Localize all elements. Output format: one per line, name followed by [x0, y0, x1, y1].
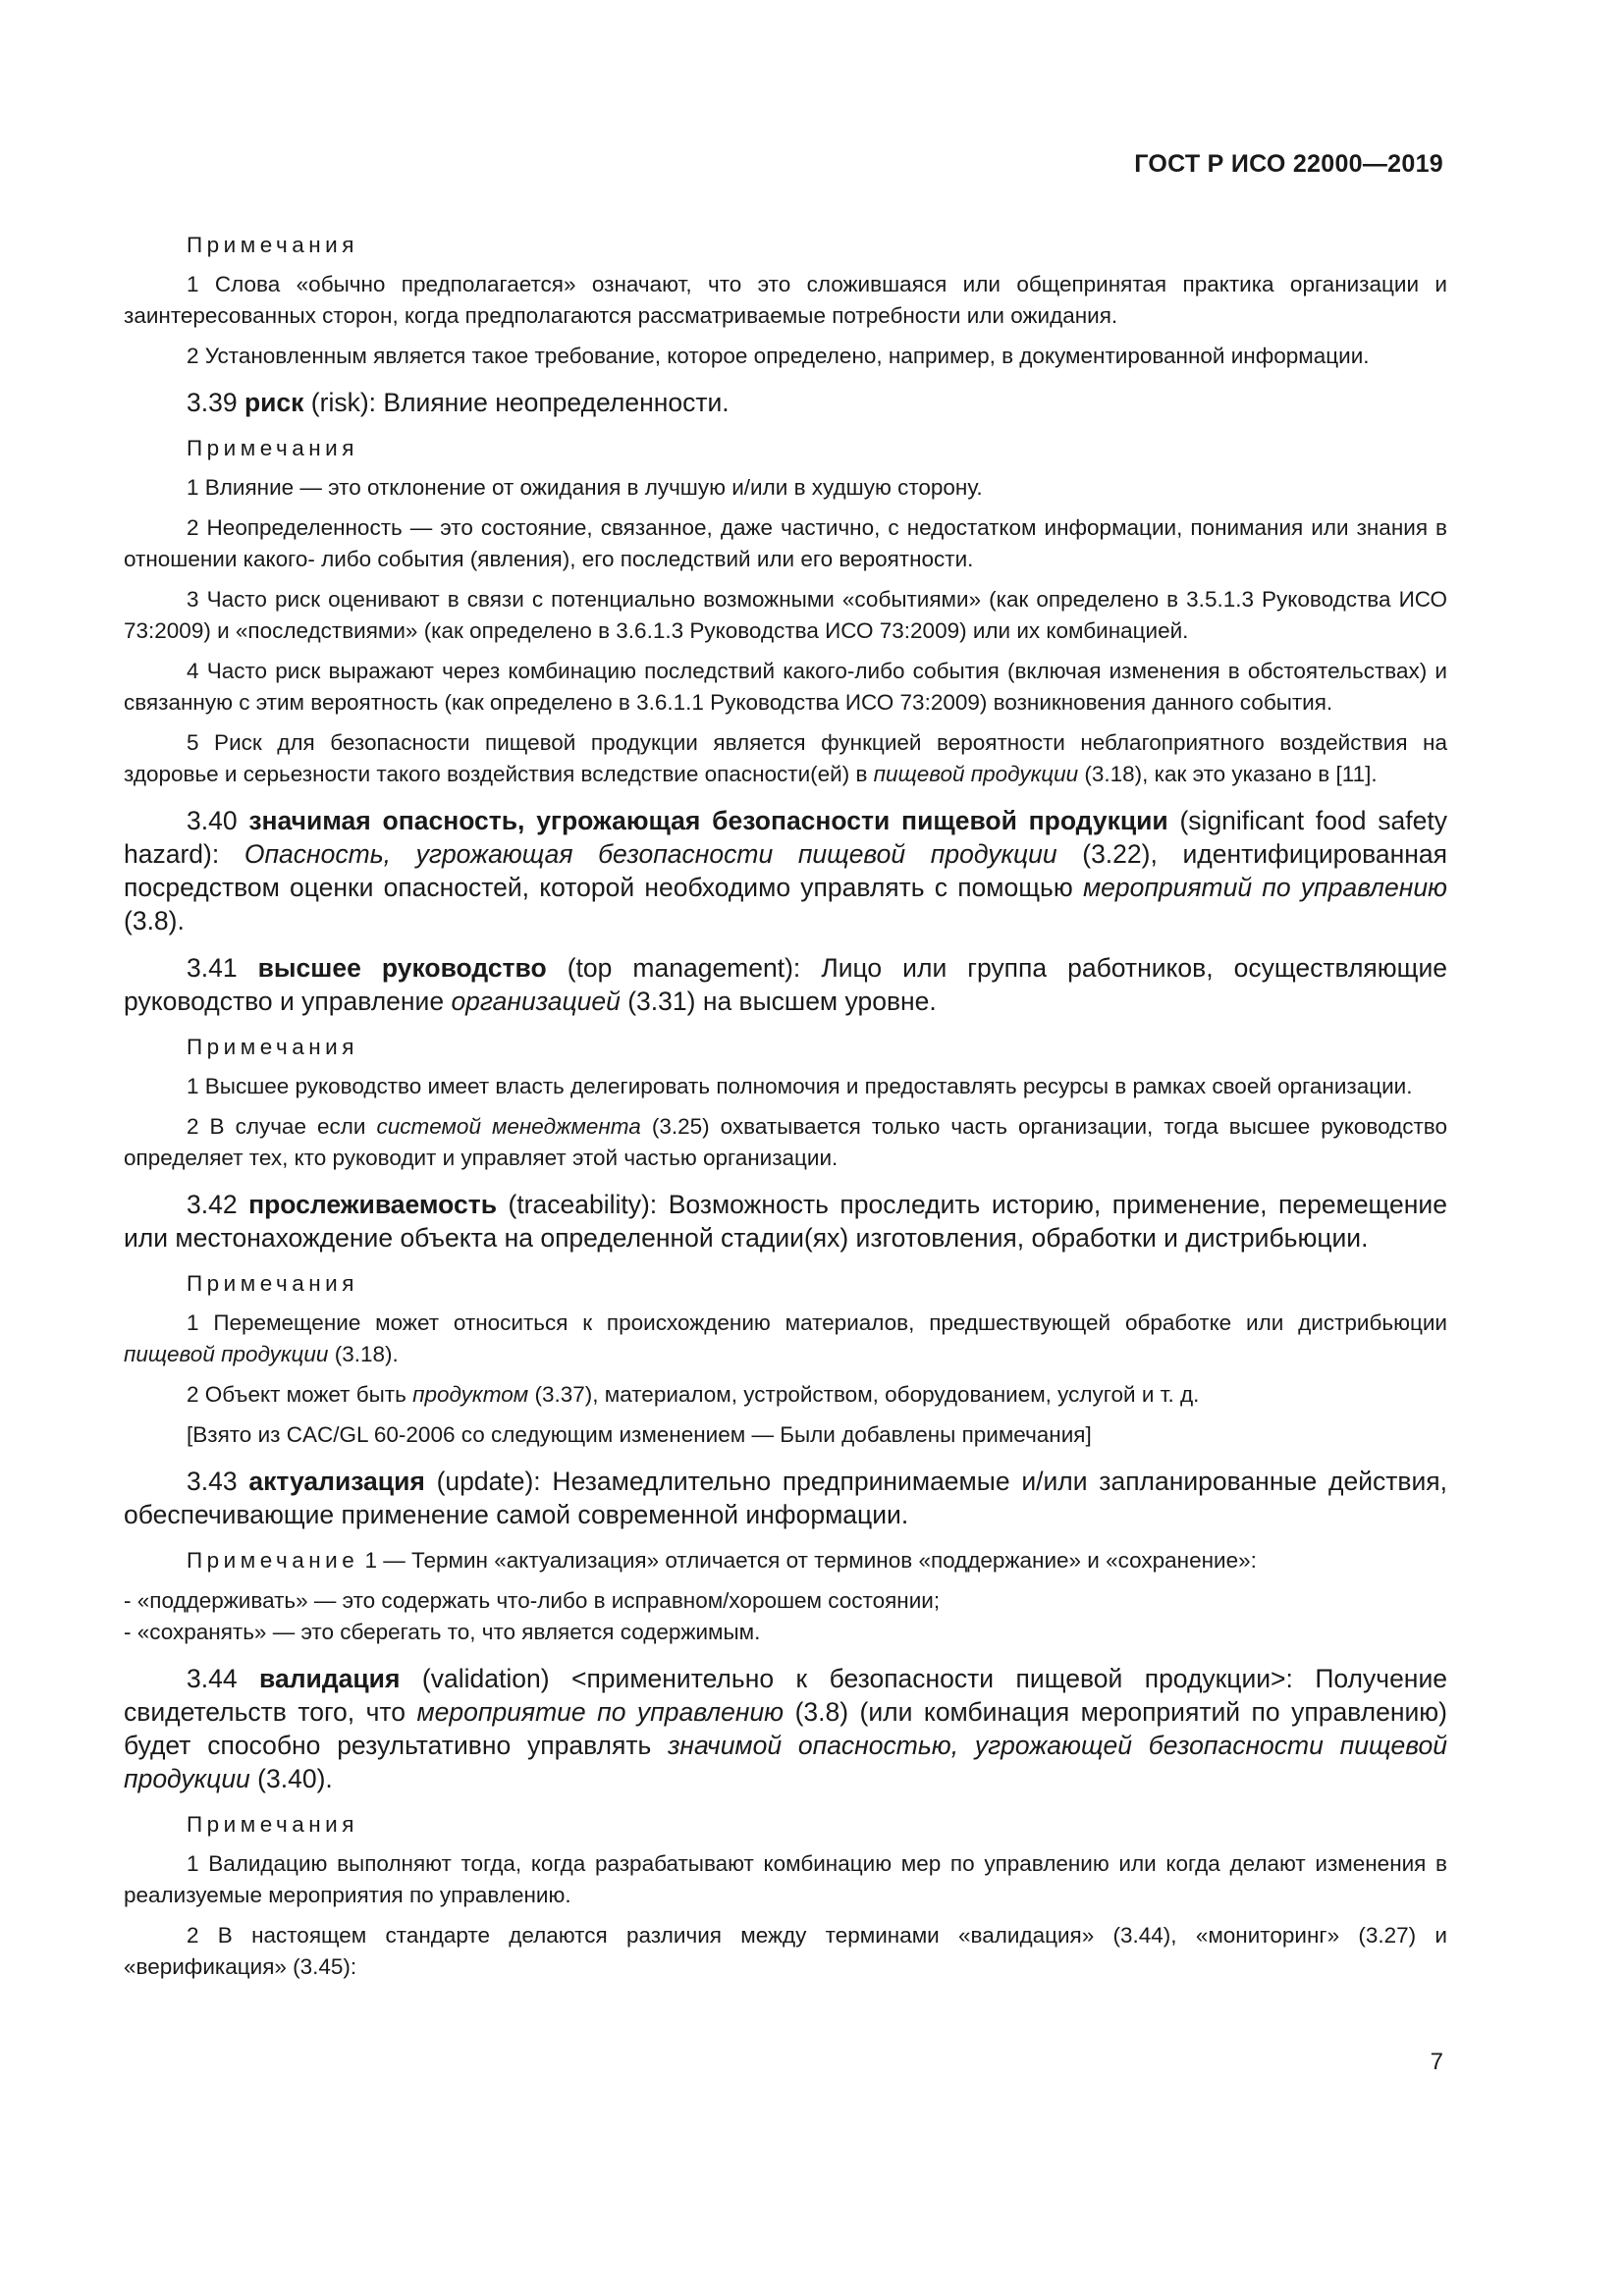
note-paragraph: 2 В настоящем стандарте делаются различия между терминами «валидация» (3.44), «мониторинг» (3.27) и «верификация» (3.45): — [124, 1923, 1447, 1979]
term-definition: 3.40 значимая опасность, угрожающая безопасности пищевой продукции (significant food safety hazard): Опасность, угрожающая безопасности пищевой продукции (3.22), идентифицированная посредством оценки опасностей, которой необходимо управлять с помощью мероприятий по управлению (3.8). — [124, 806, 1447, 935]
note-paragraph: 5 Риск для безопасности пищевой продукции является функцией вероятности неблагоприятного воздействия на здоровье и серьезности такого воздействия вследствие опасности(ей) в пищевой продукции (3.18), как это указано в [11]. — [124, 730, 1447, 786]
note-paragraph: 2 Объект может быть продуктом (3.37), материалом, устройством, оборудованием, услугой и т. д. — [187, 1382, 1200, 1407]
dash-list-item: - «поддерживать» — это содержать что-либо в исправном/хорошем состоянии; — [124, 1588, 941, 1613]
note-paragraph: 1 Перемещение может относиться к происхождению материалов, предшествующей обработке или дистрибьюции пищевой продукции (3.18). — [124, 1310, 1447, 1366]
note-paragraph: 2 Неопределенность — это состояние, связанное, даже частично, с недостатком информации, понимания или знания в отношении какого- либо события (явления), его последствий или его вероятности. — [124, 515, 1447, 571]
note-paragraph: 2 Установленным является такое требование, которое определено, например, в документированной информации. — [187, 344, 1370, 368]
notes-heading: Примечания — [187, 1812, 358, 1837]
notes-heading: Примечания — [187, 1035, 358, 1059]
note-paragraph: 3 Часто риск оценивают в связи с потенциально возможными «событиями» (как определено в 3.5.1.3 Руководства ИСО 73:2009) и «последствиями» (как определено в 3.6.1.3 Руководства ИСО 73:2009) или их комбинацией. — [124, 587, 1447, 643]
term-definition: 3.43 актуализация (update): Незамедлительно предпринимаемые и/или запланированные действия, обеспечивающие применение самой современной информации. — [124, 1467, 1447, 1529]
note-paragraph: 1 Влияние — это отклонение от ожидания в лучшую и/или в худшую сторону. — [187, 475, 983, 500]
term-definition: 3.41 высшее руководство (top management): Лицо или группа работников, осуществляющие руководство и управление организацией (3.31) на высшем уровне. — [124, 953, 1447, 1016]
note-paragraph: 4 Часто риск выражают через комбинацию последствий какого-либо события (включая изменения в обстоятельствах) и связанную с этим вероятность (как определено в 3.6.1.1 Руководства ИСО 73:2009) возникновения данного события. — [124, 659, 1447, 715]
note-paragraph: 1 Высшее руководство имеет власть делегировать полномочия и предоставлять ресурсы в рамках своей организации. — [187, 1074, 1413, 1098]
document-header: ГОСТ Р ИСО 22000—2019 — [1134, 150, 1443, 178]
page-number: 7 — [1430, 2049, 1443, 2075]
note-paragraph: [Взято из CAC/GL 60-2006 со следующим изменением — Были добавлены примечания] — [187, 1422, 1092, 1447]
term-definition: 3.42 прослеживаемость (traceability): Возможность проследить историю, применение, перемещение или местонахождение объекта на определенной стадии(ях) изготовления, обработки и дистрибьюции. — [124, 1190, 1447, 1253]
notes-heading: Примечания — [187, 436, 358, 460]
notes-heading: Примечания — [187, 233, 358, 257]
note-paragraph: 1 Валидацию выполняют тогда, когда разрабатывают комбинацию мер по управлению или когда делают изменения в реализуемые мероприятия по управлению. — [124, 1851, 1447, 1907]
note-paragraph: 1 Слова «обычно предполагается» означают, что это сложившаяся или общепринятая практика организации и заинтересованных сторон, когда предполагаются рассматриваемые потребности или ожидания. — [124, 272, 1447, 328]
dash-list-item: - «сохранять» — это сберегать то, что является содержимым. — [124, 1620, 761, 1644]
document-body — [124, 230, 1447, 1992]
notes-heading: Примечания — [187, 1271, 358, 1296]
note-paragraph: Примечание 1 — Термин «актуализация» отличается от терминов «поддержание» и «сохранение»: — [187, 1548, 1257, 1573]
note-paragraph: 2 В случае если системой менеджмента (3.25) охватывается только часть организации, тогда высшее руководство определяет тех, кто руководит и управляет этой частью организации. — [124, 1114, 1447, 1170]
term-definition: 3.39 риск (risk): Влияние неопределенности. — [187, 388, 730, 417]
term-definition: 3.44 валидация (validation) <применительно к безопасности пищевой продукции>: Получение свидетельств того, что мероприятие по управлению (3.8) (или комбинация мероприятий по управлению) будет способно результативно управлять значимой опасностью, угрожающей безопасности пищевой продукции (3.40). — [124, 1664, 1447, 1793]
